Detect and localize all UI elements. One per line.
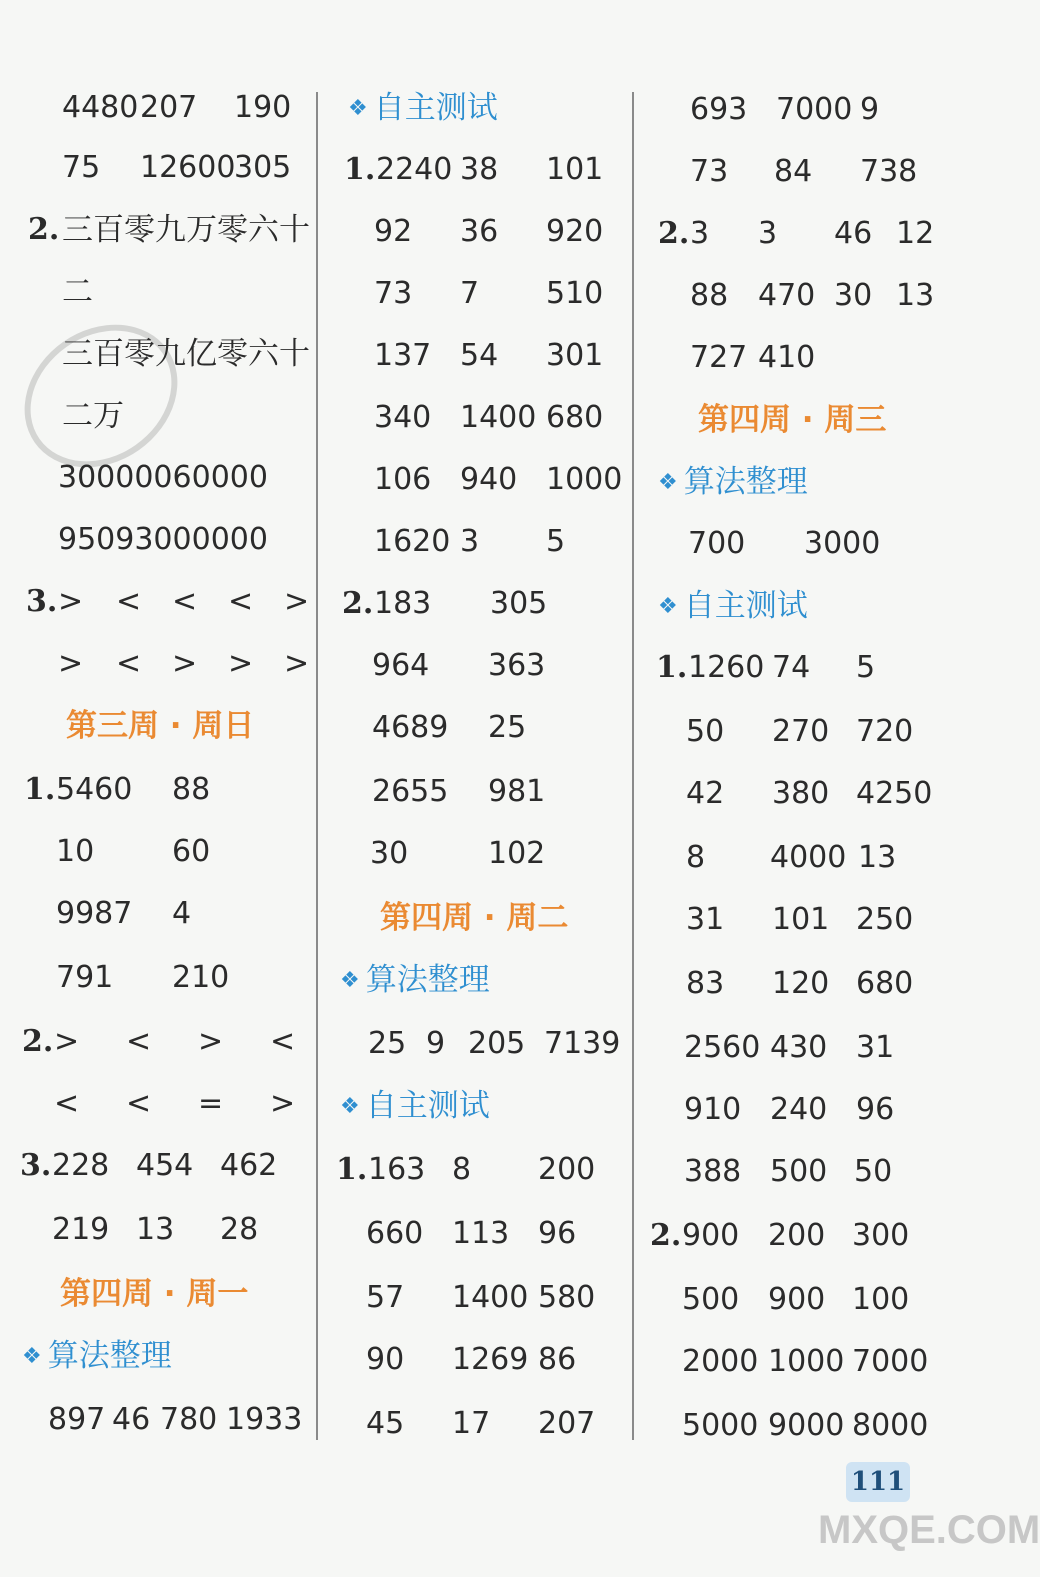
diamond-icon: ❖ — [340, 968, 360, 993]
diamond-icon: ❖ — [340, 1094, 360, 1119]
subsection-heading: ❖ 自主测试 — [348, 90, 498, 126]
section-title: 第三周 · 周日 — [66, 708, 255, 744]
column-divider-1 — [316, 92, 318, 1440]
diamond-icon: ❖ — [348, 96, 368, 121]
subsection-heading: ❖ 自主测试 — [340, 1088, 490, 1124]
subsection-heading: ❖ 算法整理 — [658, 464, 808, 500]
subsection-heading: ❖ 算法整理 — [22, 1338, 172, 1374]
diamond-icon: ❖ — [658, 594, 678, 619]
section-title: 第四周 · 周三 — [698, 402, 887, 438]
section-title: 第四周 · 周二 — [380, 900, 569, 936]
subsection-heading: ❖ 自主测试 — [658, 588, 808, 624]
watermark: MXQE.COM — [818, 1508, 1040, 1552]
subsection-heading: ❖ 算法整理 — [340, 962, 490, 998]
diamond-icon: ❖ — [658, 470, 678, 495]
page-number: 111 — [846, 1462, 910, 1502]
section-title: 第四周 · 周一 — [60, 1276, 249, 1312]
column-divider-2 — [632, 92, 634, 1440]
diamond-icon: ❖ — [22, 1344, 42, 1369]
